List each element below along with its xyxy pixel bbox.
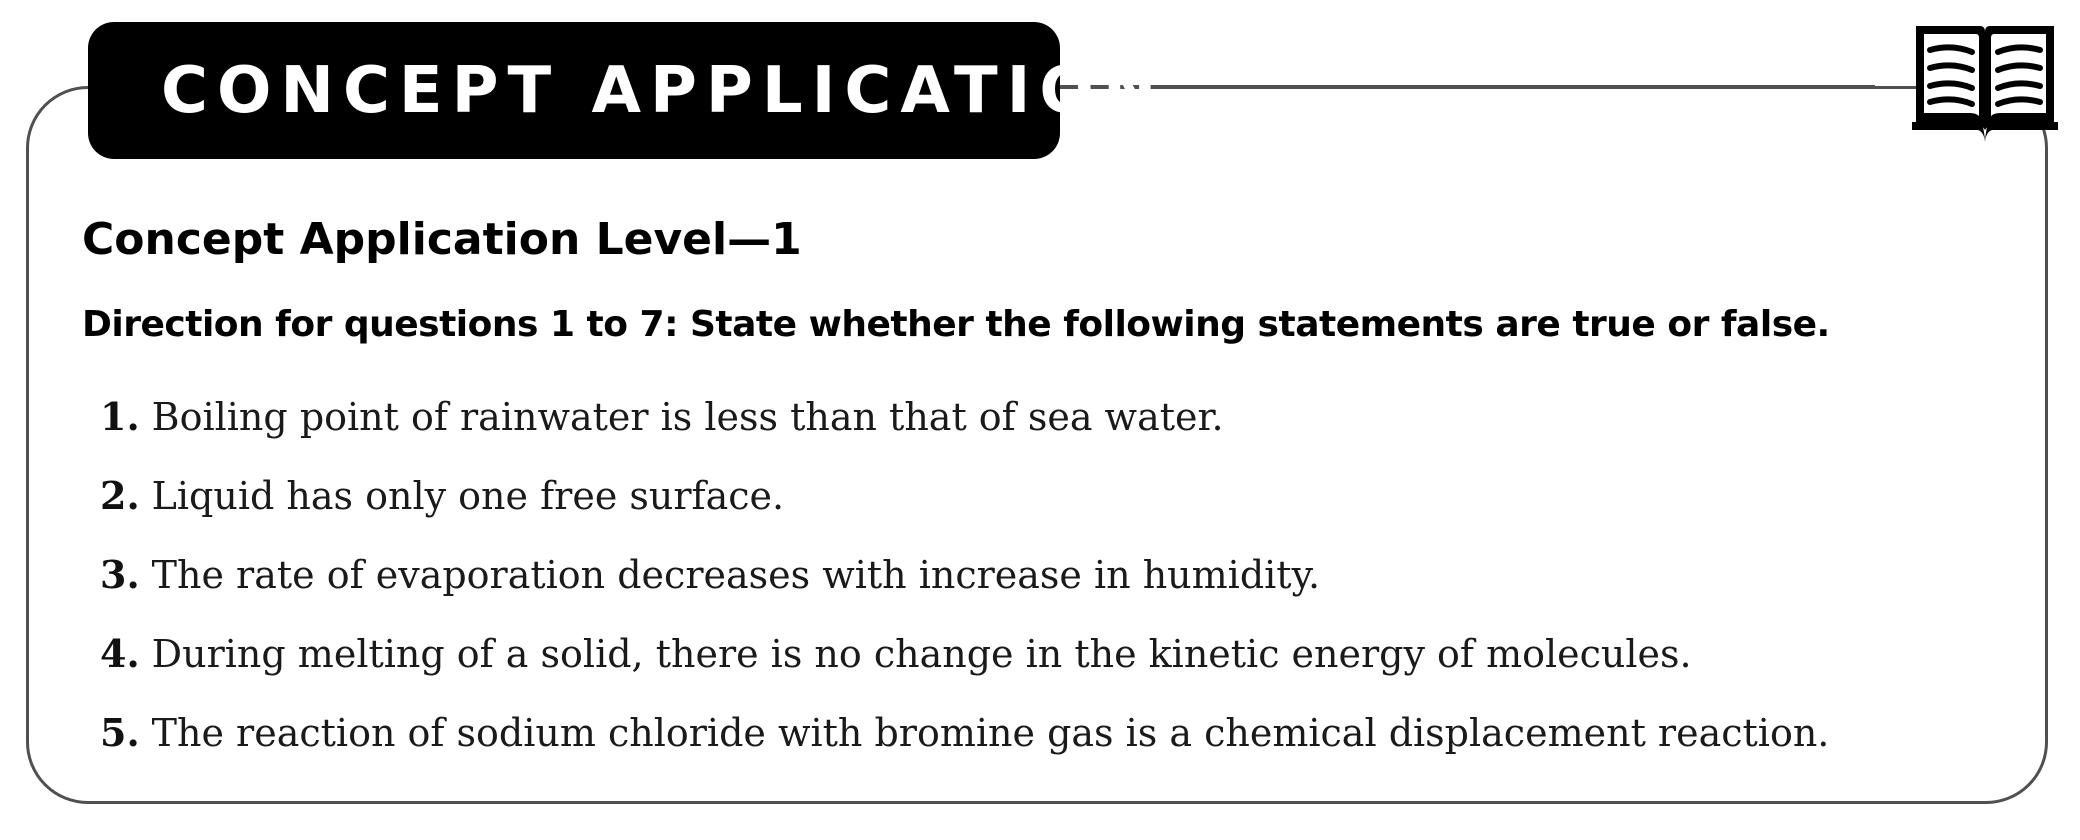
section-header-text: CONCEPT APPLICATION bbox=[161, 53, 1166, 128]
question-direction: Direction for questions 1 to 7: State whether the following statements are true or false. bbox=[82, 304, 1830, 345]
question-item bbox=[100, 552, 1829, 631]
question-text: During melting of a solid, there is no change in the kinetic energy of molecules. bbox=[151, 632, 1692, 676]
question-number: 2. bbox=[100, 473, 140, 518]
question-list bbox=[100, 394, 1829, 789]
question-number: 1. bbox=[100, 394, 140, 439]
question-text: Boiling point of rainwater is less than that of sea water. bbox=[151, 395, 1224, 439]
question-item bbox=[100, 710, 1829, 789]
question-number: 3. bbox=[100, 552, 140, 597]
open-book-icon bbox=[1910, 18, 2060, 148]
question-item bbox=[100, 394, 1829, 473]
question-text: The rate of evaporation decreases with increase in humidity. bbox=[151, 553, 1321, 597]
question-item bbox=[100, 631, 1829, 710]
question-item bbox=[100, 473, 1829, 552]
header-rule bbox=[1050, 85, 1875, 88]
section-header-label bbox=[88, 22, 1166, 159]
question-number: 4. bbox=[100, 631, 140, 676]
level-title: Concept Application Level—1 bbox=[82, 214, 802, 265]
question-text: The reaction of sodium chloride with bromine gas is a chemical displacement reaction. bbox=[151, 711, 1830, 755]
question-text: Liquid has only one free surface. bbox=[151, 474, 785, 518]
question-number: 5. bbox=[100, 710, 140, 755]
